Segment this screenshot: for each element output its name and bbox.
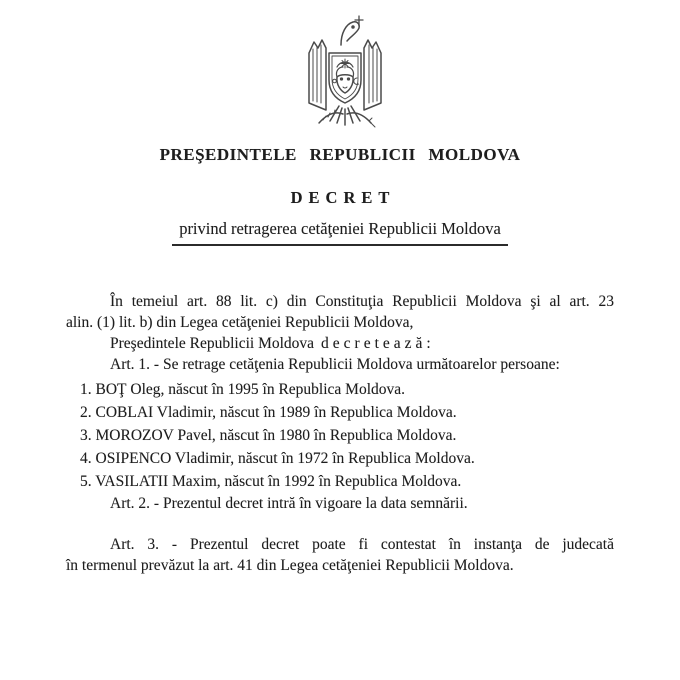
issuing-institution-title: PREŞEDINTELE REPUBLICII MOLDOVA [159, 145, 521, 164]
preamble-line-2: alin. (1) lit. b) din Legea cetăţeniei Republicii Moldova, [66, 314, 414, 331]
enacting-verb: decretează: [321, 335, 435, 352]
decree-subject-line [0, 219, 680, 246]
person-item-1: 1. BOŢ Oleg, născut în 1995 în Republica Moldova. [80, 381, 406, 398]
article-3 [66, 534, 614, 576]
person-item-2: 2. COBLAI Vladimir, născut în 1989 în Republica Moldova. [80, 404, 457, 421]
person-item-4: 4. OSIPENCO Vladimir, născut în 1972 în Republica Moldova. [80, 450, 475, 467]
decree-subject-text: privind retragerea cetăţeniei Republicii Moldova [172, 219, 508, 246]
person-item-5: 5. VASILATII Maxim, născut în 1992 în Republica Moldova. [80, 473, 462, 490]
article-1: Art. 1. - Se retrage cetăţenia Republicii Moldova următoarelor persoane: [110, 356, 560, 373]
decree-body [66, 291, 614, 576]
enacting-formula [66, 333, 614, 354]
persons-list [66, 378, 614, 493]
person-item-3: 3. MOROZOV Pavel, născut în 1980 în Republica Moldova. [80, 427, 457, 444]
article-3-line-1: Art. 3. - Prezentul decret poate fi contestat în instanţa de judecată [110, 536, 614, 553]
document-type-heading: DECRET [290, 188, 396, 207]
enacting-intro: Preşedintele Republicii Moldova [110, 335, 315, 352]
article-3-line-2: în termenul prevăzut la art. 41 din Legea cetăţeniei Republicii Moldova. [66, 557, 514, 574]
moldova-coat-of-arms-icon [299, 13, 391, 137]
coat-of-arms-graphic [299, 13, 391, 137]
article-2: Art. 2. - Prezentul decret intră în vigoare la data semnării. [110, 495, 468, 512]
preamble-line-1: În temeiul art. 88 lit. c) din Constituţia Republicii Moldova şi al art. 23 [110, 293, 614, 310]
